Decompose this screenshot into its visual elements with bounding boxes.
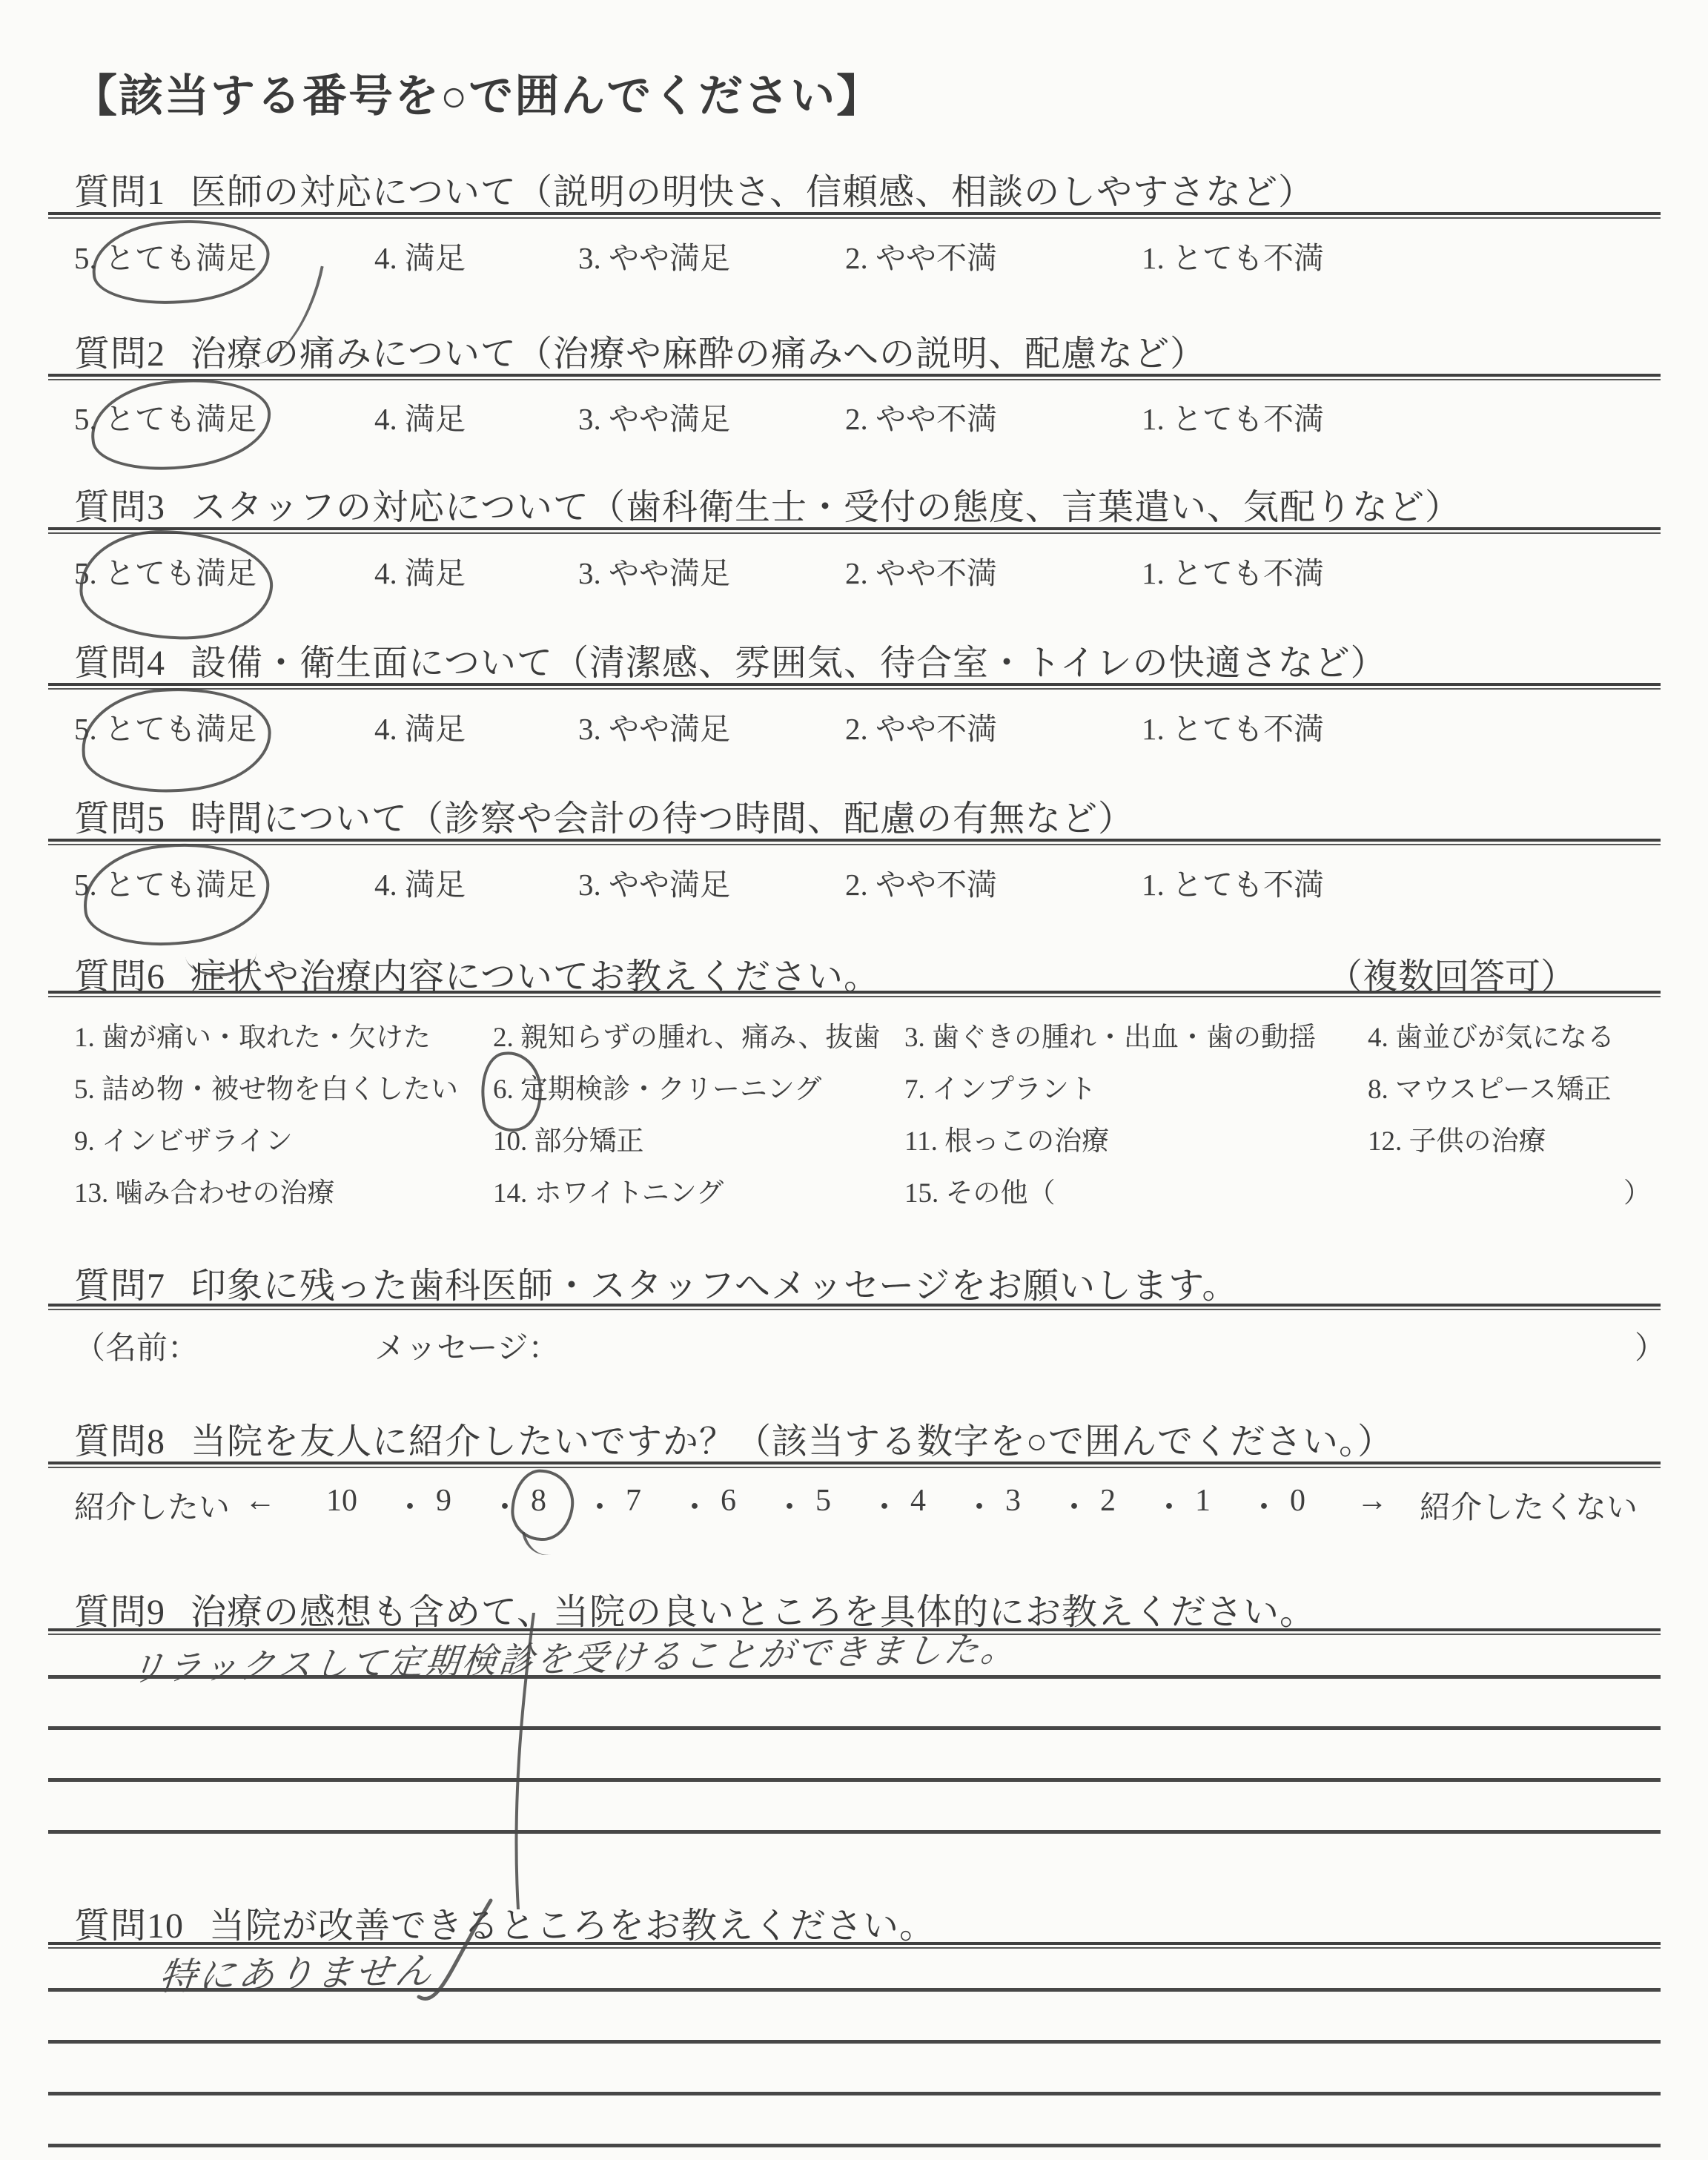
- name-field-label: （名前：: [74, 1332, 199, 1366]
- question-number: 質問6: [74, 957, 166, 997]
- option-text: インビザライン: [102, 1126, 293, 1157]
- option-number: 1.: [1142, 556, 1165, 590]
- question-number: 質問3: [74, 488, 166, 527]
- left-arrow-icon: ←: [245, 1484, 276, 1518]
- option-text: インプラント: [932, 1074, 1096, 1105]
- option-number: 4.: [374, 868, 397, 902]
- option-text: 詰め物・被せ物を白くしたい: [102, 1074, 458, 1105]
- answer-line: [48, 1988, 1661, 1992]
- option-number: 4.: [374, 241, 397, 275]
- option-text: とても満足: [105, 556, 256, 590]
- option-number: 8.: [1368, 1074, 1388, 1105]
- rating-option-4: [374, 394, 466, 438]
- dot-separator: ・: [1059, 1491, 1090, 1525]
- rating-option-3: [578, 234, 730, 277]
- option-number: 7.: [904, 1074, 925, 1105]
- option-text: 満足: [405, 402, 466, 436]
- page-title: 【該当する番号を○で囲んでください】: [73, 72, 883, 121]
- rating-option-4: [374, 234, 466, 277]
- option-text: とても満足: [105, 241, 256, 275]
- rating-option-1: [1142, 860, 1324, 904]
- option-number: 4.: [1368, 1023, 1388, 1053]
- rating-option-3: [578, 394, 730, 438]
- answer-line: [48, 2040, 1661, 2044]
- rating-option-5: [74, 234, 256, 277]
- option-text: 根っこの治療: [944, 1126, 1110, 1157]
- option-number: 9.: [74, 1126, 95, 1157]
- answer-line: [48, 1778, 1661, 1782]
- rating-option-3: [578, 860, 730, 904]
- option-number: 12.: [1368, 1126, 1403, 1157]
- option-text: やや満足: [609, 402, 730, 436]
- symptom-option-12: [1368, 1118, 1546, 1158]
- rating-option-3: [578, 549, 730, 592]
- answer-line: [48, 1675, 1661, 1679]
- rating-option-4: [374, 704, 466, 748]
- scale-number-4: 4: [910, 1484, 926, 1518]
- scale-number-10: 10: [326, 1484, 357, 1518]
- option-text: とても不満: [1172, 241, 1324, 275]
- scale-number-1: 1: [1195, 1484, 1211, 1518]
- divider-line: [48, 374, 1661, 380]
- message-close-paren: ）: [1635, 1332, 1666, 1366]
- rating-option-2: [845, 234, 997, 277]
- scale-left-label: 紹介したい: [74, 1491, 231, 1525]
- option-number: 1.: [74, 1023, 95, 1053]
- option-number: 2.: [493, 1023, 514, 1053]
- question-title: 医師の対応について（説明の明快さ、信頼感、相談のしやすさなど）: [191, 173, 1315, 212]
- dot-separator: ・: [1248, 1491, 1280, 1525]
- option-number: 2.: [845, 712, 868, 746]
- question-title: 当院が改善できるところをお教えください。: [209, 1906, 936, 1946]
- rating-option-5: [74, 860, 256, 904]
- right-arrow-icon: →: [1357, 1484, 1388, 1518]
- option-number: 3.: [578, 402, 601, 436]
- option-number: 5.: [74, 712, 97, 746]
- option-text: やや満足: [609, 556, 730, 590]
- dot-separator: ・: [679, 1491, 711, 1525]
- dot-separator: ・: [774, 1491, 806, 1525]
- option-number: 5.: [74, 402, 97, 436]
- option-text: 歯ぐきの腫れ・出血・歯の動揺: [932, 1023, 1316, 1053]
- option-number: 2.: [845, 241, 868, 275]
- pen-stroke: [522, 1526, 553, 1559]
- option-number: 1.: [1142, 402, 1165, 436]
- option-text: やや満足: [609, 241, 730, 275]
- question-header: [74, 1897, 936, 1948]
- scale-number-3: 3: [1005, 1484, 1021, 1518]
- question-header: [74, 325, 1206, 376]
- divider-line: [48, 1462, 1661, 1468]
- divider-line: [48, 212, 1661, 219]
- option-number: 10.: [493, 1126, 528, 1157]
- option-number: 3.: [578, 712, 601, 746]
- option-number: 2.: [845, 556, 868, 590]
- symptom-option-2: [493, 1014, 880, 1054]
- option-text: 満足: [405, 241, 466, 275]
- dot-separator: ・: [1153, 1491, 1185, 1525]
- symptom-option-5: [74, 1066, 458, 1106]
- symptom-option-7: [904, 1066, 1096, 1106]
- dot-separator: ・: [964, 1491, 996, 1525]
- question-title: 治療の感想も含めて、当院の良いところを具体的にお教えください。: [191, 1593, 1317, 1632]
- question-number: 質問4: [74, 644, 166, 683]
- rating-option-5: [74, 394, 256, 438]
- option-number: 6.: [493, 1074, 514, 1105]
- question-header: [74, 1413, 1394, 1464]
- option-text: やや不満: [875, 868, 997, 902]
- option-number: 4.: [374, 712, 397, 746]
- question-number: 質問7: [74, 1266, 166, 1306]
- rating-option-4: [374, 549, 466, 592]
- divider-line: [48, 527, 1661, 534]
- option-text: とても満足: [105, 868, 256, 902]
- rating-option-4: [374, 860, 466, 904]
- option-text: やや不満: [875, 556, 997, 590]
- handwritten-answer: リラックスして定期検診を受けることができました。: [128, 1630, 1020, 1689]
- scale-number-8-value: 8: [531, 1484, 546, 1518]
- question-number: 質問9: [74, 1593, 166, 1632]
- option-text: とても不満: [1172, 868, 1324, 902]
- question-number: 質問8: [74, 1422, 166, 1462]
- divider-line: [48, 1304, 1661, 1310]
- scale-number-5: 5: [815, 1484, 831, 1518]
- symptom-option-3: [904, 1014, 1316, 1054]
- question-title: 当院を友人に紹介したいですか？（該当する数字を○で囲んでください。）: [191, 1422, 1394, 1462]
- symptom-option-4: [1368, 1014, 1615, 1054]
- option-number: 3.: [578, 241, 601, 275]
- option-number: 1.: [1142, 868, 1165, 902]
- option-number: 11.: [904, 1126, 938, 1157]
- scale-number-0: 0: [1290, 1484, 1305, 1518]
- option-number: 2.: [845, 402, 868, 436]
- question-number: 質問5: [74, 799, 166, 839]
- divider-line: [48, 991, 1661, 997]
- option-number: 3.: [578, 868, 601, 902]
- option-text: 定期検診・クリーニング: [520, 1074, 822, 1105]
- option-text: やや不満: [875, 712, 997, 746]
- option-text: ホワイトニング: [534, 1178, 724, 1209]
- scale-right-label: 紹介したくない: [1420, 1491, 1638, 1525]
- dot-separator: ・: [489, 1491, 521, 1525]
- option-text: 歯が痛い・取れた・欠けた: [102, 1023, 431, 1053]
- rating-option-1: [1142, 234, 1324, 277]
- option-number: 2.: [845, 868, 868, 902]
- question-header: [74, 163, 1314, 214]
- question-title: 印象に残った歯科医師・スタッフへメッセージをお願いします。: [191, 1266, 1239, 1306]
- symptom-option-1: [74, 1014, 431, 1054]
- dot-separator: ・: [584, 1491, 616, 1525]
- option-number: 3.: [578, 556, 601, 590]
- question-header: [74, 478, 1461, 529]
- rating-option-2: [845, 394, 997, 438]
- option-text: 満足: [405, 868, 466, 902]
- option-number: 5.: [74, 868, 97, 902]
- option-number: 5.: [74, 241, 97, 275]
- symptom-option-6: [493, 1066, 821, 1106]
- rating-option-2: [845, 860, 997, 904]
- dot-separator: ・: [869, 1491, 901, 1525]
- option-text: 満足: [405, 556, 466, 590]
- symptom-option-8: [1368, 1066, 1612, 1106]
- question-header: [74, 634, 1387, 685]
- option-text: とても満足: [105, 402, 256, 436]
- divider-line: [48, 683, 1661, 690]
- option-text: 部分矯正: [534, 1126, 644, 1157]
- option-text: マウスピース矯正: [1395, 1074, 1612, 1105]
- option-text: やや満足: [609, 712, 730, 746]
- option-text: やや不満: [875, 402, 997, 436]
- handwritten-answer: 特にありません: [156, 1949, 437, 1998]
- answer-line: [48, 2144, 1661, 2147]
- symptom-option-11: [904, 1118, 1109, 1158]
- question-number: 質問2: [74, 334, 166, 374]
- symptom-option-13: [74, 1170, 335, 1210]
- question-number: 質問1: [74, 173, 166, 212]
- answer-line: [48, 1830, 1661, 1834]
- answer-line: [48, 1726, 1661, 1730]
- option-number: 4.: [374, 556, 397, 590]
- question-title: 治療の痛みについて（治療や麻酔の痛みへの説明、配慮など）: [191, 334, 1207, 374]
- option-number: 5.: [74, 556, 97, 590]
- option-number: 5.: [74, 1074, 95, 1105]
- option-text: 噛み合わせの治療: [115, 1178, 335, 1209]
- option-text: 満足: [405, 712, 466, 746]
- option-number: 13.: [74, 1178, 109, 1209]
- option-number: 1.: [1142, 712, 1165, 746]
- rating-option-5: [74, 704, 256, 748]
- option-number: 4.: [374, 402, 397, 436]
- answer-line: [48, 2092, 1661, 2095]
- question-title: 時間について（診察や会計の待つ時間、配慮の有無など）: [191, 799, 1135, 839]
- rating-option-1: [1142, 704, 1324, 748]
- rating-option-1: [1142, 549, 1324, 592]
- scale-number-6: 6: [721, 1484, 736, 1518]
- option-number: 14.: [493, 1178, 528, 1209]
- question-header: [74, 1583, 1316, 1634]
- question-header: [74, 1257, 1238, 1308]
- symptom-option-10: [493, 1118, 644, 1158]
- message-field-label: メッセージ：: [374, 1332, 560, 1366]
- option-number: 15.: [904, 1178, 939, 1209]
- symptom-option-9: [74, 1118, 293, 1158]
- symptom-option-15-other: [904, 1170, 1056, 1210]
- rating-option-3: [578, 704, 730, 748]
- option-text: 子供の治療: [1409, 1126, 1546, 1157]
- option-text: とても満足: [105, 712, 256, 746]
- other-close-paren: ）: [1623, 1178, 1651, 1209]
- question-title: スタッフの対応について（歯科衛生士・受付の態度、言葉遣い、気配りなど）: [191, 488, 1462, 527]
- rating-option-2: [845, 549, 997, 592]
- option-text: その他（: [945, 1178, 1056, 1209]
- dot-separator: ・: [394, 1491, 426, 1525]
- multi-answer-note: （複数回答可）: [1327, 957, 1577, 997]
- divider-line: [48, 839, 1661, 845]
- rating-option-2: [845, 704, 997, 748]
- scale-number-7: 7: [626, 1484, 641, 1518]
- option-text: とても不満: [1172, 402, 1324, 436]
- option-text: やや不満: [875, 241, 997, 275]
- question-header: [74, 790, 1134, 841]
- option-number: 1.: [1142, 241, 1165, 275]
- option-text: 親知らずの腫れ、痛み、抜歯: [520, 1023, 881, 1053]
- question-title: 症状や治療内容についてお教えください。: [191, 957, 881, 997]
- rating-option-1: [1142, 394, 1324, 438]
- scale-number-8: [531, 1483, 546, 1519]
- question-title: 設備・衛生面について（清潔感、雰囲気、待合室・トイレの快適さなど）: [191, 644, 1387, 683]
- option-text: やや満足: [609, 868, 730, 902]
- option-text: とても不満: [1172, 556, 1324, 590]
- option-text: とても不満: [1172, 712, 1324, 746]
- scale-number-9: 9: [436, 1484, 451, 1518]
- option-text: 歯並びが気になる: [1395, 1023, 1615, 1053]
- scale-number-2: 2: [1100, 1484, 1116, 1518]
- question-number: 質問10: [74, 1906, 185, 1946]
- symptom-option-14: [493, 1170, 724, 1210]
- option-number: 3.: [904, 1023, 925, 1053]
- rating-option-5: [74, 549, 256, 592]
